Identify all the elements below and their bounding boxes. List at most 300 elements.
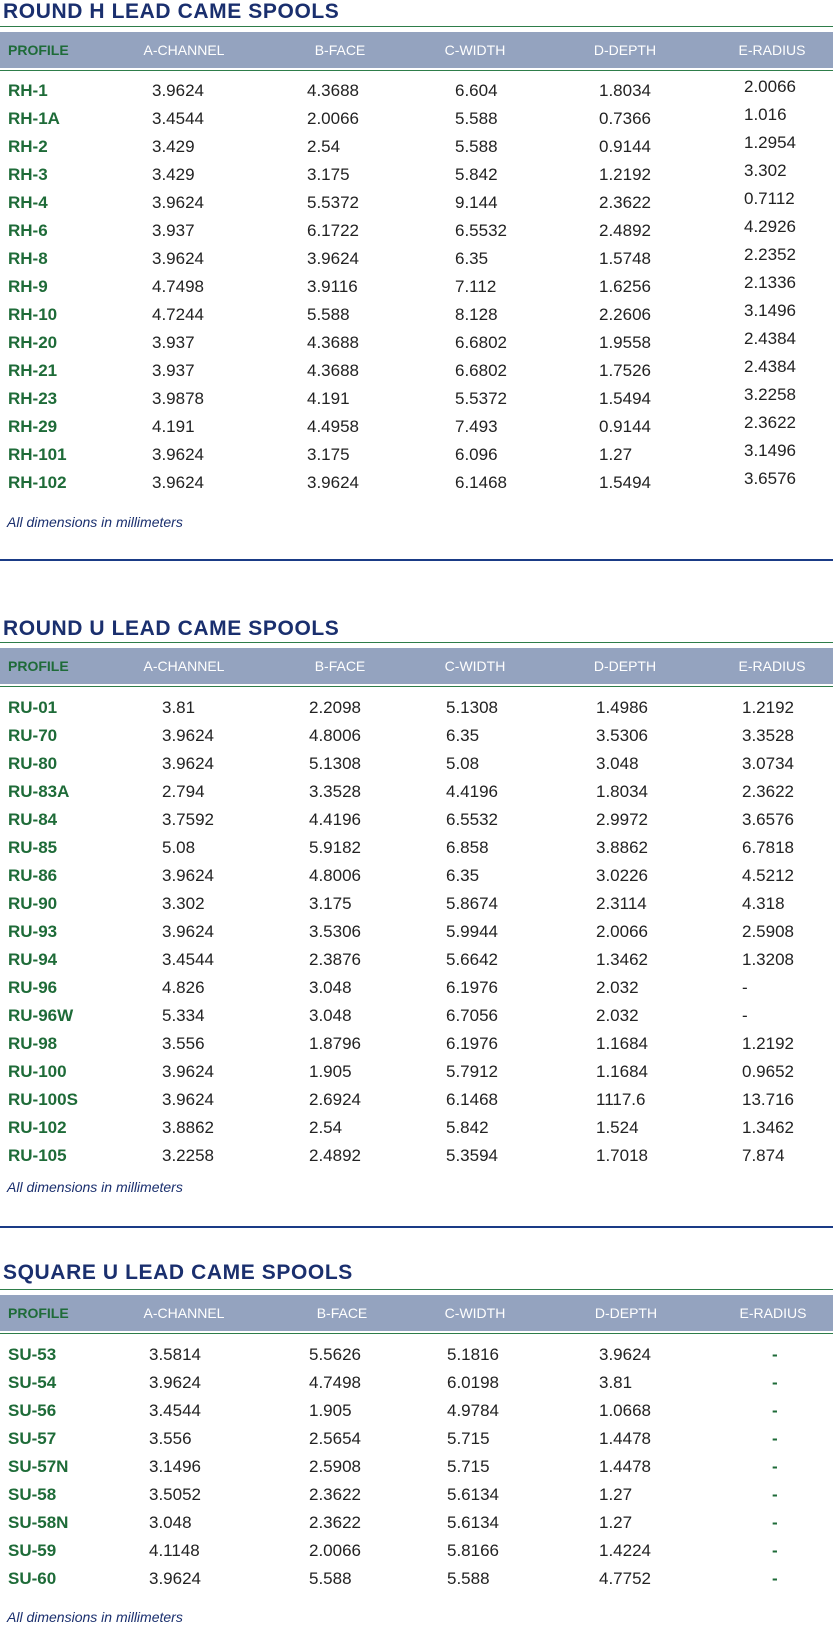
cell-c-width: 5.08 — [446, 754, 480, 773]
cell-e-radius: 2.1336 — [744, 273, 796, 292]
cell-b-face: 3.048 — [309, 978, 352, 997]
table-row — [0, 834, 833, 862]
cell-c-width: 7.493 — [455, 417, 498, 436]
cell-d-depth: 1.8034 — [596, 782, 648, 801]
cell-a-channel: 3.9624 — [162, 922, 214, 941]
table-body — [0, 694, 833, 1170]
cell-c-width: 5.1816 — [447, 1345, 499, 1364]
table-row — [0, 722, 833, 750]
cell-profile: RU-90 — [8, 894, 58, 913]
cell-e-radius: - — [772, 1513, 778, 1532]
cell-b-face: 2.3876 — [309, 950, 361, 969]
table-row — [0, 105, 833, 133]
table-row — [0, 1341, 833, 1369]
cell-profile: RU-83A — [8, 782, 70, 801]
cell-b-face: 3.5306 — [309, 922, 361, 941]
cell-c-width: 6.35 — [446, 866, 480, 885]
cell-c-width: 5.6134 — [447, 1513, 499, 1532]
section-round-h — [0, 0, 833, 565]
cell-d-depth: 2.9972 — [596, 810, 648, 829]
cell-b-face: 3.175 — [307, 445, 350, 464]
table-row — [0, 245, 833, 273]
table-header — [0, 648, 833, 684]
table-row — [0, 189, 833, 217]
cell-a-channel: 3.1496 — [149, 1457, 201, 1476]
cell-profile: RU-96W — [8, 1006, 74, 1025]
cell-d-depth: 1.27 — [599, 1485, 633, 1504]
cell-profile: RH-4 — [8, 193, 48, 212]
cell-profile: RH-23 — [8, 389, 58, 408]
cell-d-depth: 1.5494 — [599, 389, 651, 408]
cell-a-channel: 3.556 — [162, 1034, 205, 1053]
cell-profile: SU-53 — [8, 1345, 57, 1364]
cell-d-depth: 2.3622 — [599, 193, 651, 212]
cell-profile: RU-01 — [8, 698, 58, 717]
table-body — [0, 77, 833, 497]
cell-profile: SU-60 — [8, 1569, 57, 1588]
table-row — [0, 750, 833, 778]
header-d-depth: D-DEPTH — [594, 1305, 658, 1321]
cell-profile: RH-2 — [8, 137, 48, 156]
cell-b-face: 2.5908 — [309, 1457, 361, 1476]
cell-e-radius: - — [772, 1345, 778, 1364]
cell-d-depth: 1.8034 — [599, 81, 651, 100]
title-rule — [0, 642, 833, 643]
cell-a-channel: 4.1148 — [149, 1541, 200, 1560]
header-c-width: C-WIDTH — [444, 42, 506, 58]
cell-d-depth: 3.81 — [599, 1373, 633, 1392]
cell-e-radius: 7.874 — [742, 1146, 785, 1165]
cell-a-channel: 3.4544 — [152, 109, 204, 128]
units-note: All dimensions in millimeters — [7, 514, 183, 530]
cell-c-width: 5.9944 — [446, 922, 498, 941]
table-row — [0, 217, 833, 245]
table-row — [0, 77, 833, 105]
cell-c-width: 5.842 — [455, 165, 498, 184]
cell-e-radius: 2.5908 — [742, 922, 794, 941]
cell-d-depth: 2.032 — [596, 1006, 639, 1025]
cell-a-channel: 3.937 — [152, 333, 195, 352]
header-profile: PROFILE — [8, 1305, 69, 1321]
cell-b-face: 2.3622 — [309, 1513, 361, 1532]
cell-b-face: 5.588 — [307, 305, 350, 324]
table-body — [0, 1341, 833, 1593]
cell-d-depth: 1.3462 — [596, 950, 648, 969]
cell-e-radius: 1.2192 — [742, 1034, 794, 1053]
cell-b-face: 4.4196 — [309, 810, 361, 829]
table-row — [0, 918, 833, 946]
cell-e-radius: - — [772, 1457, 778, 1476]
table-row — [0, 413, 833, 441]
cell-e-radius: 2.0066 — [744, 77, 796, 96]
header-e-radius: E-RADIUS — [738, 658, 806, 674]
cell-d-depth: 4.7752 — [599, 1569, 651, 1588]
cell-profile: SU-58 — [8, 1485, 57, 1504]
table-row — [0, 694, 833, 722]
table-row — [0, 161, 833, 189]
units-note: All dimensions in millimeters — [7, 1179, 183, 1195]
cell-c-width: 4.4196 — [446, 782, 498, 801]
cell-e-radius: 2.3622 — [742, 782, 794, 801]
cell-profile: RH-6 — [8, 221, 48, 240]
cell-b-face: 3.9624 — [307, 249, 359, 268]
cell-b-face: 3.175 — [307, 165, 350, 184]
section-title: SQUARE U LEAD CAME SPOOLS — [3, 1261, 353, 1284]
cell-b-face: 4.3688 — [307, 81, 359, 100]
cell-profile: SU-59 — [8, 1541, 57, 1560]
cell-d-depth: 1.6256 — [599, 277, 651, 296]
cell-e-radius: 3.302 — [744, 161, 787, 180]
cell-e-radius: - — [772, 1373, 778, 1392]
table-header — [0, 1295, 833, 1331]
cell-profile: RU-84 — [8, 810, 58, 829]
section-separator — [0, 1226, 833, 1228]
cell-a-channel: 4.191 — [152, 417, 195, 436]
cell-d-depth: 3.048 — [596, 754, 639, 773]
cell-c-width: 6.6802 — [455, 333, 507, 352]
cell-profile: RH-101 — [8, 445, 67, 464]
table-row — [0, 1481, 833, 1509]
cell-profile: RH-21 — [8, 361, 58, 380]
table-row — [0, 1369, 833, 1397]
cell-b-face: 3.9624 — [307, 473, 359, 492]
cell-d-depth: 1.0668 — [599, 1401, 651, 1420]
cell-profile: RH-3 — [8, 165, 48, 184]
cell-c-width: 6.096 — [455, 445, 498, 464]
cell-b-face: 2.4892 — [309, 1146, 361, 1165]
cell-a-channel: 3.8862 — [162, 1118, 214, 1137]
cell-profile: RU-102 — [8, 1118, 67, 1137]
cell-d-depth: 1117.6 — [596, 1090, 646, 1109]
header-c-width: C-WIDTH — [444, 658, 506, 674]
cell-d-depth: 1.7526 — [599, 361, 651, 380]
cell-b-face: 1.905 — [309, 1062, 352, 1081]
cell-e-radius: - — [772, 1541, 778, 1560]
cell-e-radius: 2.4384 — [744, 329, 796, 348]
cell-d-depth: 0.7366 — [599, 109, 651, 128]
header-d-depth: D-DEPTH — [593, 42, 657, 58]
cell-profile: RH-29 — [8, 417, 58, 436]
cell-b-face: 5.5626 — [309, 1345, 361, 1364]
cell-profile: RU-96 — [8, 978, 58, 997]
cell-c-width: 6.858 — [446, 838, 489, 857]
cell-d-depth: 3.0226 — [596, 866, 648, 885]
table-row — [0, 1425, 833, 1453]
cell-d-depth: 1.4478 — [599, 1457, 651, 1476]
table-row — [0, 133, 833, 161]
cell-c-width: 6.604 — [455, 81, 498, 100]
cell-a-channel: 3.429 — [152, 165, 195, 184]
cell-b-face: 4.3688 — [307, 361, 359, 380]
cell-a-channel: 3.556 — [149, 1429, 192, 1448]
cell-e-radius: - — [772, 1569, 778, 1588]
cell-profile: RU-80 — [8, 754, 58, 773]
table-row — [0, 1030, 833, 1058]
table-row — [0, 1453, 833, 1481]
cell-b-face: 3.3528 — [309, 782, 361, 801]
cell-e-radius: 3.6576 — [744, 469, 796, 488]
cell-a-channel: 3.429 — [152, 137, 195, 156]
table-row — [0, 273, 833, 301]
cell-a-channel: 3.2258 — [162, 1146, 214, 1165]
cell-c-width: 5.8166 — [447, 1541, 499, 1560]
cell-c-width: 6.5532 — [446, 810, 498, 829]
section-separator — [0, 559, 833, 561]
cell-a-channel: 3.9624 — [149, 1373, 201, 1392]
table-row — [0, 385, 833, 413]
cell-a-channel: 3.81 — [162, 698, 196, 717]
cell-d-depth: 2.4892 — [599, 221, 651, 240]
cell-d-depth: 3.5306 — [596, 726, 648, 745]
header-profile: PROFILE — [8, 658, 69, 674]
cell-c-width: 6.1468 — [455, 473, 507, 492]
cell-a-channel: 5.08 — [162, 838, 196, 857]
cell-a-channel: 3.9624 — [162, 726, 214, 745]
cell-e-radius: 3.3528 — [742, 726, 794, 745]
cell-d-depth: 3.9624 — [599, 1345, 651, 1364]
title-rule — [0, 26, 833, 27]
cell-d-depth: 1.27 — [599, 445, 633, 464]
cell-profile: SU-56 — [8, 1401, 57, 1420]
header-d-depth: D-DEPTH — [593, 658, 657, 674]
header-b-face: B-FACE — [316, 1305, 368, 1321]
cell-b-face: 2.5654 — [309, 1429, 361, 1448]
header-a-channel: A-CHANNEL — [143, 42, 225, 58]
cell-a-channel: 3.048 — [149, 1513, 192, 1532]
cell-d-depth: 2.2606 — [599, 305, 651, 324]
cell-a-channel: 4.7244 — [152, 305, 204, 324]
cell-e-radius: - — [772, 1429, 778, 1448]
cell-a-channel: 4.826 — [162, 978, 205, 997]
cell-d-depth: 1.4986 — [596, 698, 648, 717]
cell-b-face: 1.905 — [309, 1401, 352, 1420]
cell-e-radius: 0.9652 — [742, 1062, 794, 1081]
header-a-channel: A-CHANNEL — [143, 1305, 225, 1321]
cell-profile: SU-54 — [8, 1373, 57, 1392]
cell-e-radius: 3.6576 — [742, 810, 794, 829]
table-row — [0, 1002, 833, 1030]
cell-b-face: 2.3622 — [309, 1485, 361, 1504]
cell-e-radius: - — [742, 978, 748, 997]
section-round-u — [0, 617, 833, 1207]
cell-d-depth: 2.3114 — [596, 894, 647, 913]
cell-c-width: 6.1976 — [446, 1034, 498, 1053]
cell-profile: RU-94 — [8, 950, 58, 969]
header-a-channel: A-CHANNEL — [143, 658, 225, 674]
cell-e-radius: 4.5212 — [742, 866, 794, 885]
cell-profile: RH-1 — [8, 81, 48, 100]
cell-b-face: 2.54 — [307, 137, 341, 156]
cell-b-face: 6.1722 — [307, 221, 359, 240]
cell-d-depth: 1.2192 — [599, 165, 651, 184]
cell-d-depth: 1.524 — [596, 1118, 639, 1137]
cell-b-face: 2.0066 — [309, 1541, 361, 1560]
cell-d-depth: 1.1684 — [596, 1062, 648, 1081]
table-header — [0, 32, 833, 68]
cell-d-depth: 1.5494 — [599, 473, 651, 492]
cell-d-depth: 1.9558 — [599, 333, 651, 352]
cell-a-channel: 3.9624 — [162, 866, 214, 885]
cell-e-radius: 0.7112 — [744, 189, 795, 208]
cell-e-radius: 2.4384 — [744, 357, 796, 376]
cell-profile: SU-58N — [8, 1513, 69, 1532]
cell-b-face: 3.048 — [309, 1006, 352, 1025]
cell-a-channel: 3.9624 — [152, 445, 204, 464]
header-under-rule — [0, 70, 833, 71]
header-b-face: B-FACE — [314, 658, 366, 674]
cell-a-channel: 3.9624 — [162, 1090, 214, 1109]
header-b-face: B-FACE — [314, 42, 366, 58]
cell-c-width: 5.8674 — [446, 894, 498, 913]
section-title: ROUND U LEAD CAME SPOOLS — [3, 617, 340, 640]
header-c-width: C-WIDTH — [444, 1305, 506, 1321]
table-row — [0, 357, 833, 385]
cell-d-depth: 1.5748 — [599, 249, 651, 268]
cell-b-face: 2.2098 — [309, 698, 361, 717]
cell-a-channel: 3.9878 — [152, 389, 204, 408]
cell-a-channel: 3.5814 — [149, 1345, 201, 1364]
cell-a-channel: 3.9624 — [152, 249, 204, 268]
cell-e-radius: 3.2258 — [744, 385, 796, 404]
cell-b-face: 5.9182 — [309, 838, 361, 857]
cell-d-depth: 2.032 — [596, 978, 639, 997]
header-under-rule — [0, 1333, 833, 1334]
cell-c-width: 5.6134 — [447, 1485, 499, 1504]
cell-a-channel: 3.302 — [162, 894, 205, 913]
cell-d-depth: 1.1684 — [596, 1034, 648, 1053]
cell-e-radius: 2.2352 — [744, 245, 796, 264]
cell-b-face: 5.1308 — [309, 754, 361, 773]
cell-a-channel: 3.9624 — [152, 193, 204, 212]
cell-e-radius: - — [772, 1485, 778, 1504]
cell-d-depth: 1.7018 — [596, 1146, 648, 1165]
title-rule — [0, 1289, 833, 1290]
cell-e-radius: 6.7818 — [742, 838, 794, 857]
cell-a-channel: 3.9624 — [162, 1062, 214, 1081]
cell-e-radius: 1.016 — [744, 105, 787, 124]
cell-d-depth: 1.4224 — [599, 1541, 651, 1560]
cell-d-depth: 0.9144 — [599, 137, 651, 156]
cell-profile: RH-20 — [8, 333, 58, 352]
cell-c-width: 6.35 — [455, 249, 489, 268]
cell-a-channel: 3.7592 — [162, 810, 214, 829]
table-row — [0, 1565, 833, 1593]
cell-a-channel: 3.9624 — [152, 473, 204, 492]
header-under-rule — [0, 686, 833, 687]
table-row — [0, 806, 833, 834]
cell-c-width: 9.144 — [455, 193, 498, 212]
cell-b-face: 1.8796 — [309, 1034, 361, 1053]
cell-a-channel: 3.9624 — [152, 81, 204, 100]
cell-e-radius: 3.1496 — [744, 301, 796, 320]
cell-profile: RU-70 — [8, 726, 58, 745]
cell-c-width: 5.715 — [447, 1457, 490, 1476]
cell-b-face: 5.588 — [309, 1569, 352, 1588]
cell-c-width: 5.1308 — [446, 698, 498, 717]
header-e-radius: E-RADIUS — [738, 42, 806, 58]
cell-b-face: 4.191 — [307, 389, 350, 408]
header-profile: PROFILE — [8, 42, 69, 58]
cell-c-width: 5.715 — [447, 1429, 490, 1448]
cell-c-width: 5.6642 — [446, 950, 498, 969]
cell-c-width: 5.588 — [455, 137, 498, 156]
cell-profile: RU-105 — [8, 1146, 67, 1165]
cell-d-depth: 3.8862 — [596, 838, 648, 857]
table-row — [0, 890, 833, 918]
table-row — [0, 862, 833, 890]
cell-d-depth: 1.27 — [599, 1513, 633, 1532]
table-row — [0, 329, 833, 357]
cell-a-channel: 3.4544 — [149, 1401, 201, 1420]
cell-a-channel: 4.7498 — [152, 277, 204, 296]
cell-a-channel: 3.5052 — [149, 1485, 201, 1504]
cell-b-face: 5.5372 — [307, 193, 359, 212]
cell-c-width: 6.1468 — [446, 1090, 498, 1109]
cell-profile: RH-1A — [8, 109, 60, 128]
cell-b-face: 2.0066 — [307, 109, 359, 128]
table-row — [0, 441, 833, 469]
table-row — [0, 1509, 833, 1537]
cell-profile: RU-93 — [8, 922, 58, 941]
cell-b-face: 4.7498 — [309, 1373, 361, 1392]
cell-e-radius: - — [772, 1401, 778, 1420]
units-note: All dimensions in millimeters — [7, 1609, 183, 1625]
cell-a-channel: 3.937 — [152, 361, 195, 380]
cell-a-channel: 2.794 — [162, 782, 205, 801]
cell-a-channel: 3.9624 — [162, 754, 214, 773]
section-square-u — [0, 1261, 833, 1631]
cell-profile: RU-85 — [8, 838, 58, 857]
cell-b-face: 2.6924 — [309, 1090, 361, 1109]
cell-e-radius: 1.3208 — [742, 950, 794, 969]
cell-d-depth: 2.0066 — [596, 922, 648, 941]
cell-a-channel: 3.937 — [152, 221, 195, 240]
cell-profile: RH-8 — [8, 249, 48, 268]
cell-a-channel: 3.9624 — [149, 1569, 201, 1588]
cell-profile: SU-57N — [8, 1457, 69, 1476]
cell-c-width: 5.7912 — [446, 1062, 498, 1081]
cell-profile: RH-9 — [8, 277, 48, 296]
table-row — [0, 1537, 833, 1565]
cell-profile: SU-57 — [8, 1429, 57, 1448]
table-row — [0, 469, 833, 497]
cell-b-face: 4.3688 — [307, 333, 359, 352]
cell-c-width: 7.112 — [455, 277, 497, 296]
cell-profile: RU-86 — [8, 866, 58, 885]
cell-c-width: 4.9784 — [447, 1401, 499, 1420]
cell-profile: RH-10 — [8, 305, 58, 324]
table-row — [0, 1397, 833, 1425]
cell-profile: RU-100 — [8, 1062, 67, 1081]
cell-e-radius: 1.3462 — [742, 1118, 794, 1137]
cell-e-radius: - — [742, 1006, 748, 1025]
cell-c-width: 6.0198 — [447, 1373, 499, 1392]
cell-e-radius: 13.716 — [742, 1090, 794, 1109]
cell-c-width: 6.35 — [446, 726, 480, 745]
cell-d-depth: 0.9144 — [599, 417, 651, 436]
cell-c-width: 5.5372 — [455, 389, 507, 408]
cell-c-width: 5.588 — [455, 109, 498, 128]
table-row — [0, 1086, 833, 1114]
cell-e-radius: 3.0734 — [742, 754, 794, 773]
cell-c-width: 5.842 — [446, 1118, 489, 1137]
section-title: ROUND H LEAD CAME SPOOLS — [3, 0, 340, 23]
cell-c-width: 6.5532 — [455, 221, 507, 240]
cell-e-radius: 1.2192 — [742, 698, 794, 717]
cell-a-channel: 5.334 — [162, 1006, 205, 1025]
cell-c-width: 6.6802 — [455, 361, 507, 380]
table-row — [0, 778, 833, 806]
